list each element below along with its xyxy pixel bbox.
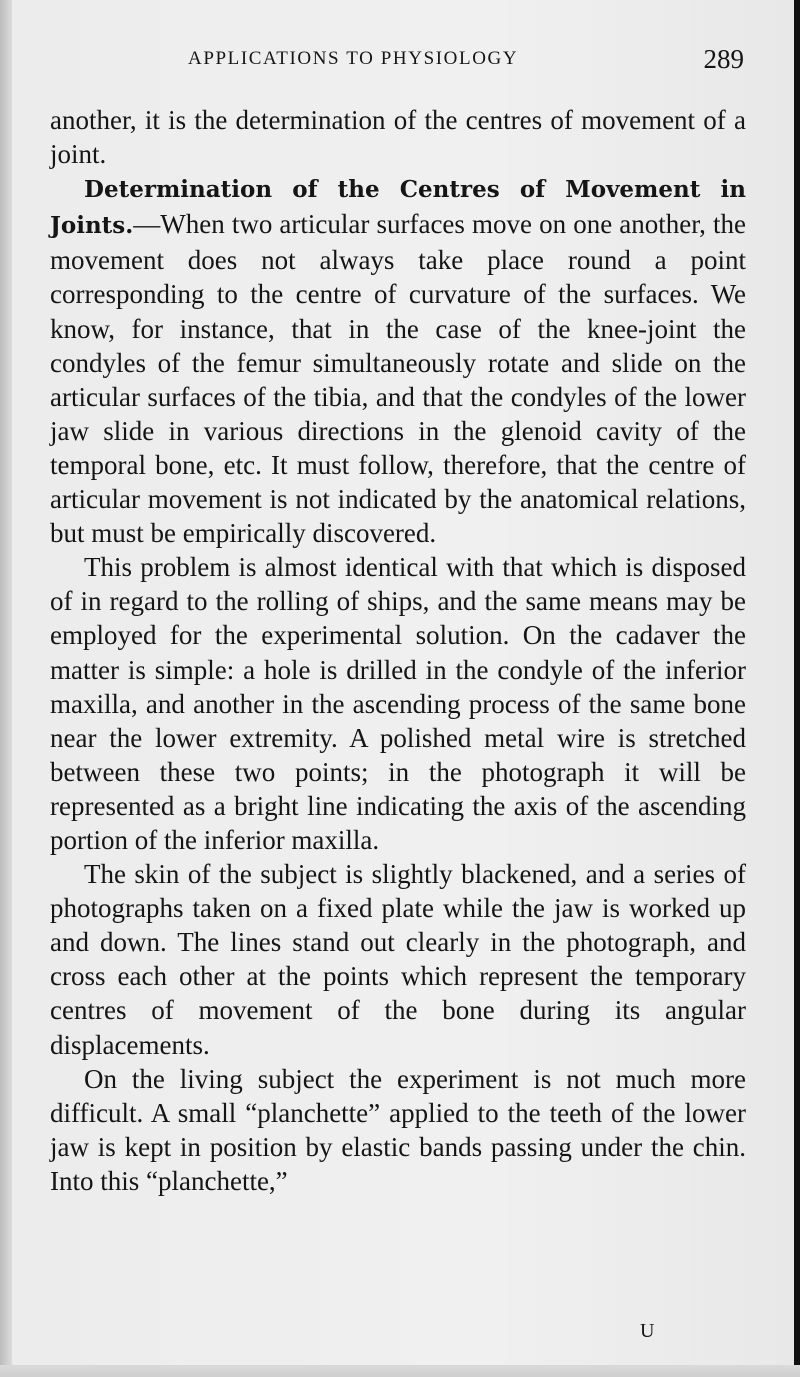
page-bottom-edge bbox=[0, 1365, 800, 1377]
paragraph-continuation: another, it is the determination of the centres of movement of a joint. bbox=[50, 105, 746, 170]
running-head: APPLICATIONS TO PHYSIOLOGY bbox=[188, 48, 519, 69]
page-header bbox=[50, 46, 744, 78]
paragraph-centres-of-movement bbox=[50, 171, 746, 550]
paragraph-text: —When two articular surfaces move on one another, the movement does not always take place round a point corresponding to the centre of curvature of the surfaces. We know, for instance, that in the case of the knee-joint the condyles of the femur simultaneously rotate and slide on the articular surfaces of the tibia, and that the condyles of the lower jaw slide in various directions in the glenoid cavity of the temporal bone, etc. It must follow, therefore, that the centre of articular movement is not indicated by the anatomical relations, but must be empirically discovered. bbox=[50, 209, 746, 549]
section-heading: Determination of the Centres of Movement in Joints. bbox=[50, 176, 746, 240]
page-gutter-shadow bbox=[0, 0, 12, 1377]
paragraph-photographs: The skin of the subject is slightly blackened, and a series of photographs taken on a fixed plate while the jaw is worked up and down. The lines stand out clearly in the photograph, and cross each other at the points which represent the temporary centres of movement of the bone during its angular displacements. bbox=[50, 859, 746, 1060]
paragraph-living-subject: On the living subject the experiment is not much more difficult. A small “planchette” applied to the teeth of the lower jaw is kept in position by elastic bands passing under the chin. Into this “planchette,” bbox=[50, 1063, 746, 1196]
signature-mark: U bbox=[640, 1320, 655, 1342]
paragraph-rolling-of-ships: This problem is almost identical with that which is disposed of in regard to the rolling of ships, and the same means may be employed for the experimental solution. On the cadaver the matter is simple: a hole is drilled in the condyle of the inferior maxilla, and another in the ascending process of the same bone near the lower extremity. A polished metal wire is stretched between these two points; in the photograph it will be represented as a bright line indicating the axis of the ascending portion of the inferior maxilla. bbox=[50, 552, 746, 855]
page-number: 289 bbox=[703, 44, 744, 74]
body-text bbox=[50, 103, 746, 1198]
page-right-border bbox=[794, 0, 800, 1377]
